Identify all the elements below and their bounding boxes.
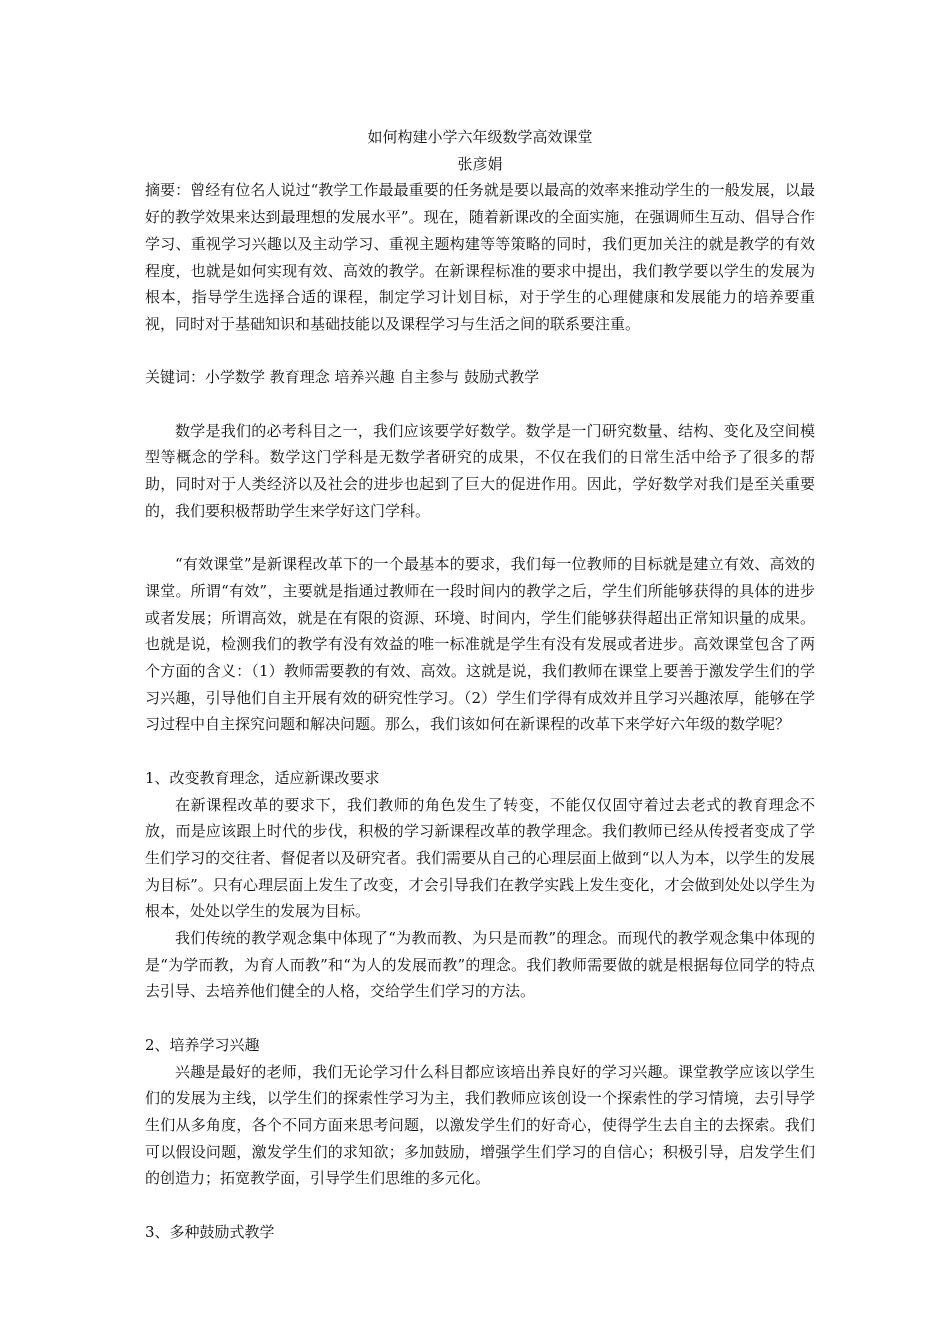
intro-paragraph-1: 数学是我们的必考科目之一，我们应该要学好数学。数学是一门研究数量、结构、变化及空间模型等概念的学科。数学这门学科是无数学者研究的成果，不仅在我们的日常生活中给予了很多的帮助，同时对于人类经济以及社会的进步也起到了巨大的促进作用。因此，学好数学对我们是至关重要的，我们要积极帮助学生来学好这门学科。 bbox=[145, 421, 815, 520]
document-title: 如何构建小学六年级数学高效课堂 bbox=[367, 128, 593, 146]
section-2-paragraph-1: 兴趣是最好的老师，我们无论学习什么科目都应该培出养良好的学习兴趣。课堂教学应该以学生们的发展为主线，以学生们的探索性学习为主，我们教师应该创设一个探索性的学习情境，去引导学生们从多角度，各个不同方面来思考问题，以激发学生们的好奇心，使得学生去自主的去探索。我们可以假设问题，激发学生们的求知欲；多加鼓励，增强学生们学习的自信心；积极引导，启发学生们的创造力；拓宽教学面，引导学生们思维的多元化。 bbox=[145, 1062, 815, 1188]
spacer bbox=[145, 338, 815, 365]
abstract-paragraph: 摘要：曾经有位名人说过“教学工作最最重要的任务就是要以最高的效率来推动学生的一般发展，以最好的教学效果来达到最理想的发展水平”。现在，随着新课改的全面实施，在强调师生互动、倡导合作学习、重视学习兴趣以及主动学习、重视主题构建等等策略的同时，我们更加关注的就是教学的有效程度，也就是如何实现有效、高效的教学。在新课程标准的要求中提出，我们教学要以学生的发展为根本，指导学生选择合适的课程，制定学习计划目标，对于学生的心理健康和发展能力的培养要重视，同时对于基础知识和基础技能以及课程学习与生活之间的联系要注重。 bbox=[145, 181, 815, 333]
spacer bbox=[145, 1005, 815, 1032]
keywords-line: 关键词：小学数学 教育理念 培养兴趣 自主参与 鼓励式教学 bbox=[145, 368, 540, 387]
spacer bbox=[145, 525, 815, 552]
section-1-heading: 1、改变教育理念，适应新课改要求 bbox=[145, 768, 380, 787]
spacer bbox=[145, 1192, 815, 1219]
section-3-heading: 3、多种鼓励式教学 bbox=[145, 1222, 275, 1241]
spacer bbox=[145, 391, 815, 418]
section-2-heading: 2、培养学习兴趣 bbox=[145, 1035, 260, 1054]
intro-paragraph-2: “有效课堂”是新课程改革下的一个最基本的要求，我们每一位教师的目标就是建立有效、高效的课堂。所谓“有效”，主要就是指通过教师在一段时间内的教学之后，学生们所能够获得的具体的进步或者发展；所谓高效，就是在有限的资源、环境、时间内，学生们能够获得超出正常知识量的成果。也就是说，检测我们的教学有没有效益的唯一标准就是学生有没有发展或者进步。高效课堂包含了两个方面的含义：（1）教师需要教的有效、高效。这就是说，我们教师在课堂上要善于激发学生们的学习兴趣，引导他们自主开展有效的研究性学习。（2）学生们学得有成效并且学习兴趣浓厚，能够在学习过程中自主探究问题和解决问题。那么，我们该如何在新课程的改革下来学好六年级的数学呢？ bbox=[145, 555, 815, 734]
section-1-paragraph-2: 我们传统的教学观念集中体现了“为教而教、为只是而教”的理念。而现代的教学观念集中体现的是“为学而教，为育人而教”和“为人的发展而教”的理念。我们教师需要做的就是根据每位同学的特点去引导、去培养他们健全的人格，交给学生们学习的方法。 bbox=[145, 929, 815, 1001]
author-name: 张彦娟 bbox=[457, 154, 503, 173]
section-1-paragraph-1: 在新课程改革的要求下，我们教师的角色发生了转变，不能仅仅固守着过去老式的教育理念不放，而是应该跟上时代的步伐，积极的学习新课程改革的教学理念。我们教师已经从传授者变成了学生们学习的交往者、督促者以及研究者。我们需要从自己的心理层面上做到“以人为本，以学生的发展为目标”。只有心理层面上发生了改变，才会引导我们在教学实践上发生变化，才会做到处处以学生为根本，处处以学生的发展为目标。 bbox=[145, 795, 815, 921]
document-page bbox=[145, 124, 815, 1245]
spacer bbox=[145, 738, 815, 765]
